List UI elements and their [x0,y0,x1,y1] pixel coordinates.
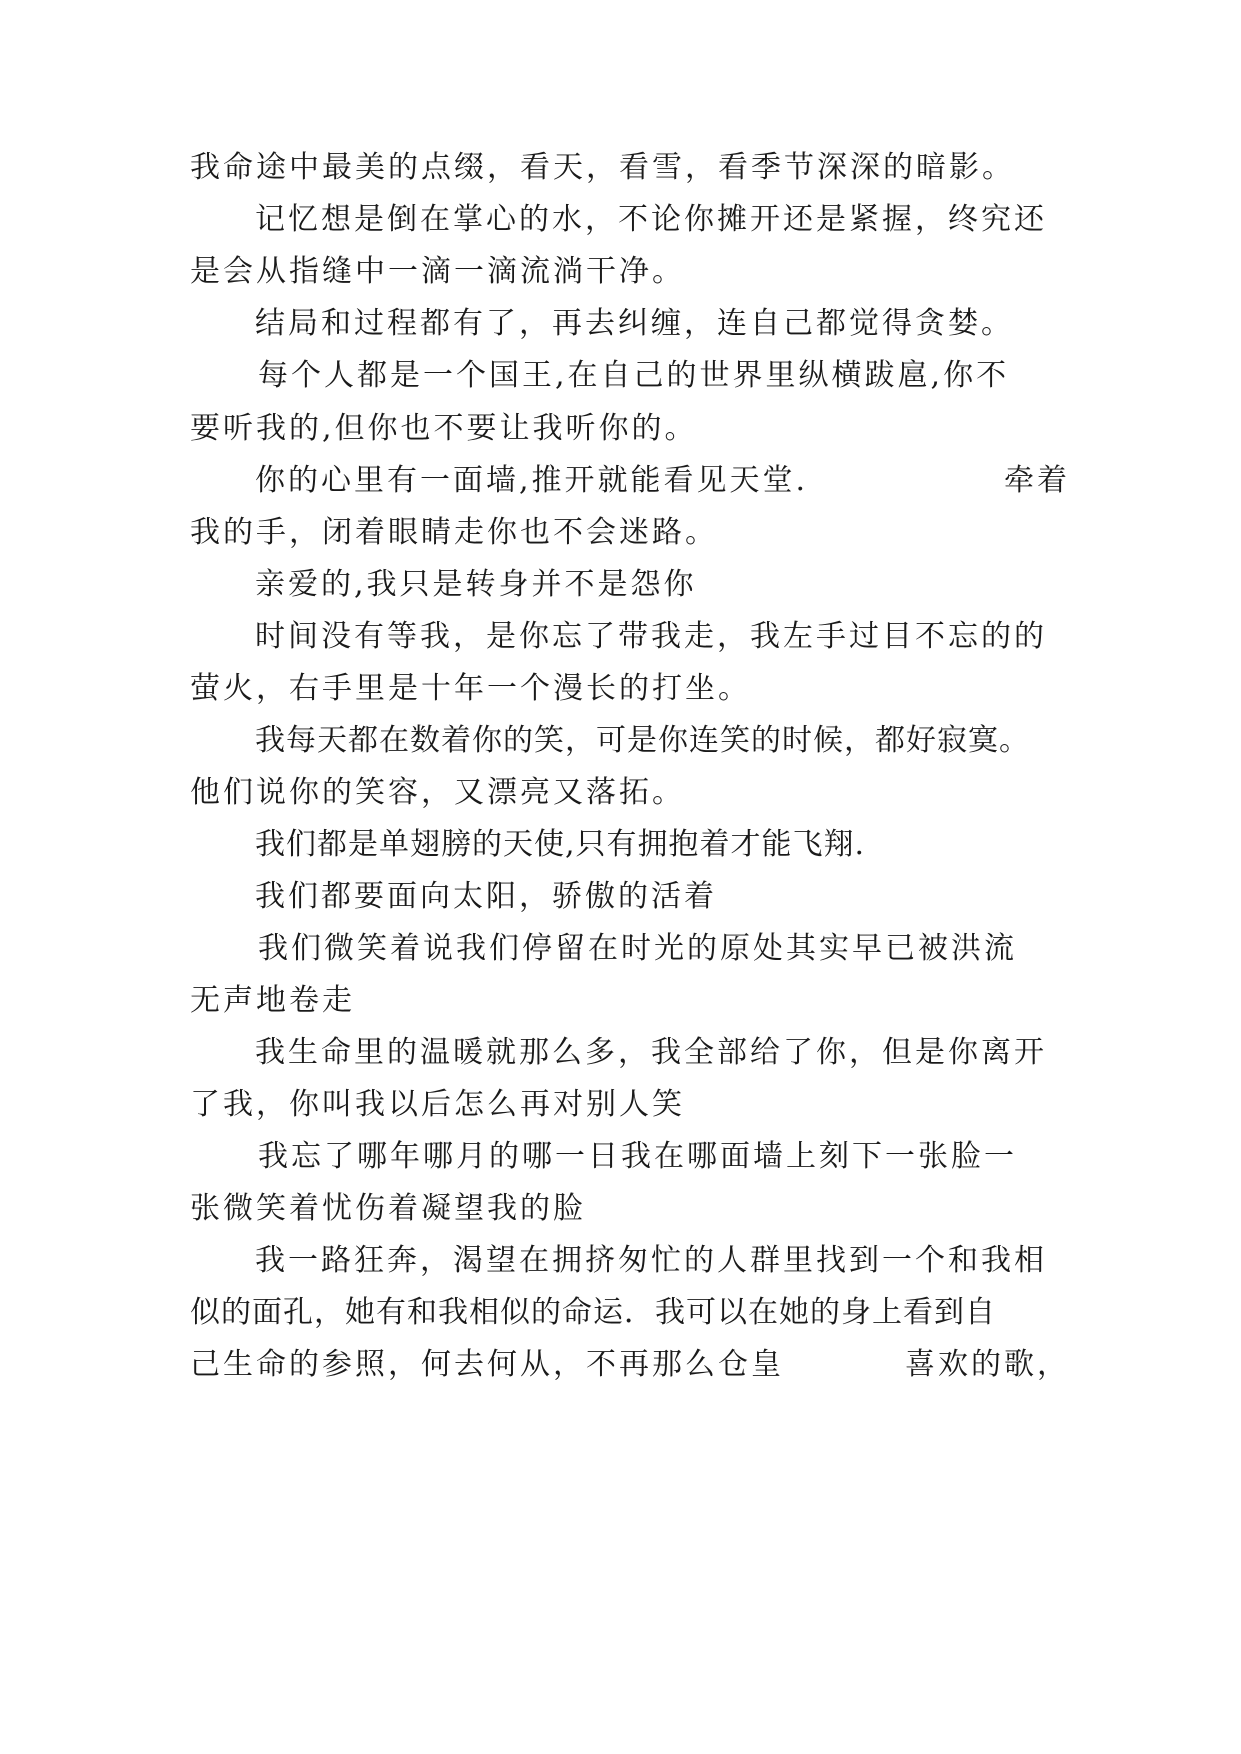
text-line [255,461,1070,501]
text-line: 萤火，右手里是十年一个漫长的打坐。 [190,671,751,706]
text-line: 了我，你叫我以后怎么再对别人笑 [190,1087,685,1122]
text-line: 他们说你的笑容，又漂亮又落拓。 [190,775,685,810]
text-line: 亲爱的,我只是转身并不是怨你 [255,567,697,602]
text-line: 时间没有等我，是你忘了带我走，我左手过目不忘的的 [255,619,1047,654]
text-segment: 你的心里有一面墙,推开就能看见天堂. [255,463,809,498]
text-line: 我每天都在数着你的笑，可是你连笑的时候，都好寂寞。 [255,723,1030,758]
text-line: 我忘了哪年哪月的哪一日我在哪面墙上刻下一张脸一 [258,1139,1017,1174]
text-line: 我一路狂奔，渴望在拥挤匆忙的人群里找到一个和我相 [255,1243,1047,1278]
text-line: 每个人都是一个国王,在自己的世界里纵横跋扈,你不 [258,358,1010,393]
text-line: 结局和过程都有了，再去纠缠，连自己都觉得贪婪。 [255,306,1014,341]
text-line: 记忆想是倒在掌心的水，不论你摊开还是紧握，终究还 [255,202,1047,237]
text-line: 无声地卷走 [190,983,355,1018]
text-line: 我生命里的温暖就那么多，我全部给了你，但是你离开 [255,1035,1047,1070]
text-segment: 牵着 [1004,463,1070,498]
text-line: 张微笑着忧伤着凝望我的脸 [190,1191,586,1226]
text-line: 我命途中最美的点缀，看天，看雪，看季节深深的暗影。 [190,150,1015,185]
text-line: 我们都是单翅膀的天使,只有拥抱着才能飞翔. [255,827,866,862]
text-line: 我们微笑着说我们停留在时光的原处其实早已被洪流 [258,931,1017,966]
text-line [190,1345,1070,1385]
text-line: 我们都要面向太阳，骄傲的活着 [255,879,717,914]
text-segment: 喜欢的歌， [905,1347,1070,1382]
text-line: 我的手，闭着眼睛走你也不会迷路。 [190,515,718,550]
text-line: 似的面孔，她有和我相似的命运．我可以在她的身上看到自 [190,1295,996,1330]
text-line: 是会从指缝中一滴一滴流淌干净。 [190,254,685,289]
text-segment: 己生命的参照，何去何从，不再那么仓皇 [190,1347,784,1382]
text-line: 要听我的,但你也不要让我听你的。 [190,411,698,446]
